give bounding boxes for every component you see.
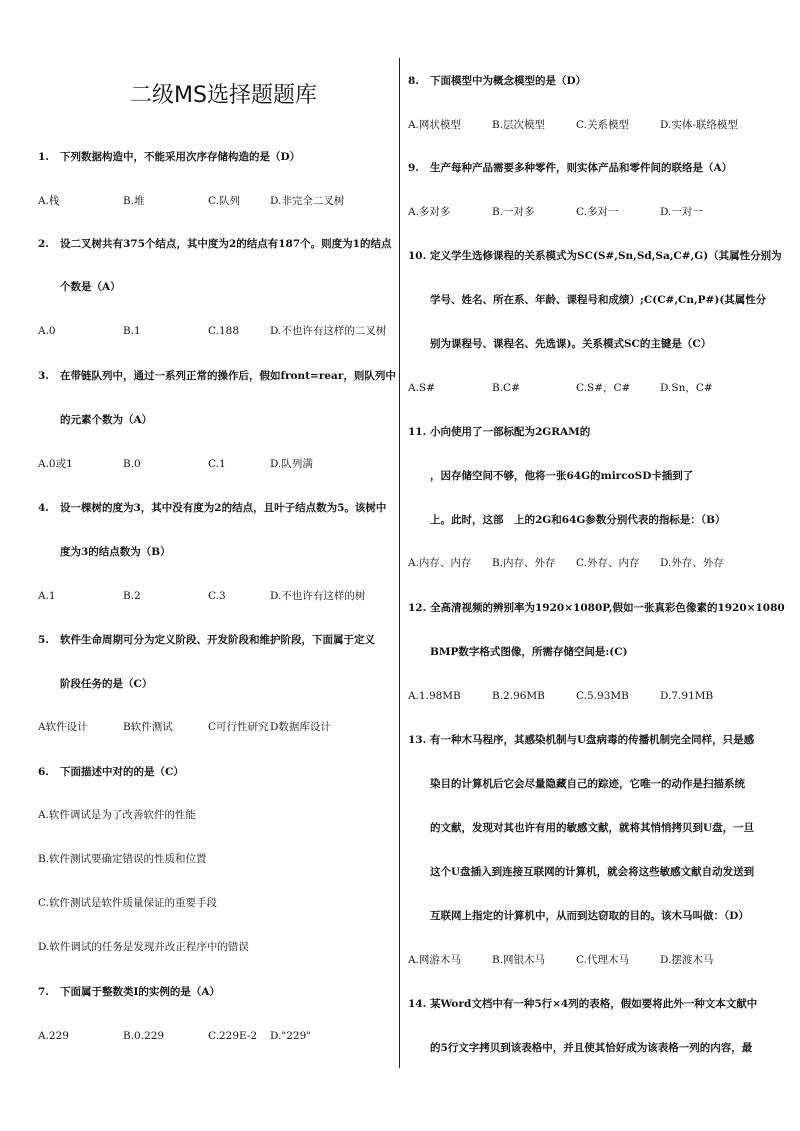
question-6 — [38, 765, 184, 779]
option-d: D.非完全二叉树 — [270, 195, 345, 207]
question-number: 11. — [408, 426, 427, 438]
option-c: C可行性研究 — [208, 721, 269, 733]
question-text-continued: 个数是（A） — [60, 281, 121, 293]
question-13 — [408, 733, 754, 747]
option-a: A.S# — [408, 382, 435, 394]
option-c: C.5.93MB — [576, 690, 629, 702]
question-text-continued: 学号、姓名、所在系、年龄、课程号和成绩）;C(C#,Cn,P#)(其属性分 — [430, 294, 767, 306]
question-number: 4. — [38, 502, 49, 514]
question-number: 2. — [38, 238, 49, 250]
option-c: C.软件测试是软件质量保证的重要手段 — [38, 897, 217, 909]
option-d: D.摆渡木马 — [660, 954, 714, 966]
option-b: B.0 — [123, 458, 141, 470]
option-a: A.网游木马 — [408, 954, 461, 966]
option-d: D.一对一 — [660, 206, 703, 218]
question-number: 13. — [408, 734, 427, 746]
question-text-continued: 的5行文字拷贝到该表格中，并且使其恰好成为该表格一列的内容，最 — [430, 1042, 753, 1054]
question-text: 下列数据构造中，不能采用次序存储构造的是（D） — [60, 151, 301, 163]
option-a: A.栈 — [38, 195, 60, 207]
question-text: 软件生命周期可分为定义阶段、开发阶段和维护阶段，下面属于定义 — [60, 634, 375, 646]
question-text-continued: 染目的计算机后它会尽量隐藏自己的踪迹，它唯一的动作是扫描系统 — [430, 778, 745, 790]
question-12 — [408, 601, 785, 615]
question-1 — [38, 150, 300, 164]
question-11 — [408, 425, 590, 439]
option-c: C.S#，C# — [576, 382, 631, 394]
column-divider — [399, 58, 400, 1068]
question-text: 小向使用了一部标配为2GRAM的 — [430, 426, 591, 438]
question-number: 14. — [408, 998, 427, 1010]
question-text-continued: 这个U盘插入到连接互联网的计算机，就会将这些敏感文献自动发送到 — [430, 866, 755, 878]
question-number: 3. — [38, 370, 49, 382]
question-text: 设一棵树的度为3，其中没有度为2的结点，且叶子结点数为5。该树中 — [60, 502, 387, 514]
option-d: D数据库设计 — [270, 721, 331, 733]
question-number: 10. — [408, 250, 427, 262]
option-c: C.229E-2 — [208, 1030, 258, 1042]
question-text: 有一种木马程序，其感染机制与U盘病毒的传播机制完全同样，只是感 — [430, 734, 755, 746]
question-number: 12. — [408, 602, 427, 614]
question-number: 7. — [38, 986, 49, 998]
question-9 — [408, 161, 732, 175]
page-title: 二级MS选择题题库 — [130, 83, 317, 108]
option-b: B.网银木马 — [492, 954, 546, 966]
option-a: A.0 — [38, 325, 56, 337]
option-a: A.1.98MB — [408, 690, 461, 702]
question-number: 8. — [408, 75, 419, 87]
option-a: A.内存、内存 — [408, 557, 472, 569]
option-a: A.网状模型 — [408, 119, 461, 131]
option-b: B.堆 — [123, 195, 145, 207]
question-number: 6. — [38, 766, 49, 778]
question-text: 某Word文档中有一种5行×4列的表格，假如要将此外一种文本文献中 — [430, 998, 758, 1010]
option-d: D.外存、外存 — [660, 557, 724, 569]
question-text-continued: 上。此时，这部 上的2G和64G参数分别代表的指标是：（B） — [430, 514, 726, 526]
option-d: D.软件调试的任务是发现并改正程序中的错误 — [38, 941, 249, 953]
question-text-continued: BMP数字格式图像，所需存储空间是:(C) — [430, 646, 628, 658]
question-text-continued: 阶段任务的是（C） — [60, 678, 153, 690]
option-c: C.3 — [208, 590, 226, 602]
question-number: 9. — [408, 162, 419, 174]
option-b: B.1 — [123, 325, 141, 337]
option-b: B软件测试 — [123, 721, 173, 733]
option-b: B.2.96MB — [492, 690, 545, 702]
question-text-continued: 的元素个数为（A） — [60, 414, 153, 426]
option-b: B.2 — [123, 590, 141, 602]
option-b: B.一对多 — [492, 206, 535, 218]
option-c: C.关系模型 — [576, 119, 629, 131]
question-text: 在带链队列中，通过一系列正常的操作后，假如front=rear，则队列中 — [60, 370, 396, 382]
option-d: D."229" — [270, 1030, 312, 1042]
question-text-continued: ，因存储空间不够，他将一张64G的mircoSD卡插到了 — [430, 470, 694, 482]
option-d: D.实体-联络模型 — [660, 119, 738, 131]
option-c: C.多对一 — [576, 206, 619, 218]
question-3 — [38, 369, 396, 383]
option-c: C.188 — [208, 325, 240, 337]
option-b: B.内存、外存 — [492, 557, 556, 569]
question-text-continued: 的文献，发现对其也许有用的敏感文献，就将其悄悄拷贝到U盘，一旦 — [430, 822, 755, 834]
option-b: B.0.229 — [123, 1030, 165, 1042]
option-d: D.队列满 — [270, 458, 313, 470]
question-text: 生产每种产品需要多种零件，则实体产品和零件间的联络是（A） — [430, 162, 733, 174]
option-c: C.队列 — [208, 195, 240, 207]
question-14 — [408, 997, 757, 1011]
option-b: B.层次模型 — [492, 119, 546, 131]
option-a: A.多对多 — [408, 206, 451, 218]
option-a: A软件设计 — [38, 721, 88, 733]
question-text: 设二叉树共有375个结点，其中度为2的结点有187个。则度为1的结点 — [60, 238, 392, 250]
question-2 — [38, 237, 391, 251]
option-a: A.0或1 — [38, 458, 73, 470]
question-text-continued: 别为课程号、课程名、先选课)。关系模式SC的主键是（C） — [430, 338, 712, 350]
option-d: D.不也许有这样的二叉树 — [270, 325, 387, 337]
question-number: 1. — [38, 151, 49, 163]
question-text-continued: 度为3的结点数为（B） — [60, 546, 171, 558]
option-d: D.不也许有这样的树 — [270, 590, 366, 602]
question-text-continued: 互联网上指定的计算机中，从而到达窃取的目的。该木马叫做：（D） — [430, 910, 749, 922]
option-b: B.软件测试要确定错误的性质和位置 — [38, 853, 207, 865]
question-text: 定义学生选修课程的关系模式为SC(S#,Sn,Sd,Sa,C#,G)（其属性分别为 — [430, 250, 782, 262]
option-d: D.7.91MB — [660, 690, 714, 702]
question-10 — [408, 249, 782, 263]
question-text: 下面属于整数类I的实例的是（A） — [60, 986, 221, 998]
option-c: C.外存、内存 — [576, 557, 640, 569]
question-text: 全高清视频的辨别率为1920×1080P,假如一张真彩色像素的1920×1080 — [430, 602, 785, 614]
question-8 — [408, 74, 586, 88]
option-c: C.代理木马 — [576, 954, 629, 966]
question-4 — [38, 501, 386, 515]
option-b: B.C# — [492, 382, 520, 394]
option-a: A.229 — [38, 1030, 69, 1042]
question-7 — [38, 985, 220, 999]
option-a: A.1 — [38, 590, 56, 602]
question-text: 下面模型中为概念模型的是（D） — [430, 75, 587, 87]
option-c: C.1 — [208, 458, 226, 470]
question-number: 5. — [38, 634, 49, 646]
option-a: A.软件调试是为了改善软件的性能 — [38, 809, 196, 821]
question-5 — [38, 633, 375, 647]
question-text: 下面描述中对的的是（C） — [60, 766, 184, 778]
option-d: D.Sn，C# — [660, 382, 713, 394]
